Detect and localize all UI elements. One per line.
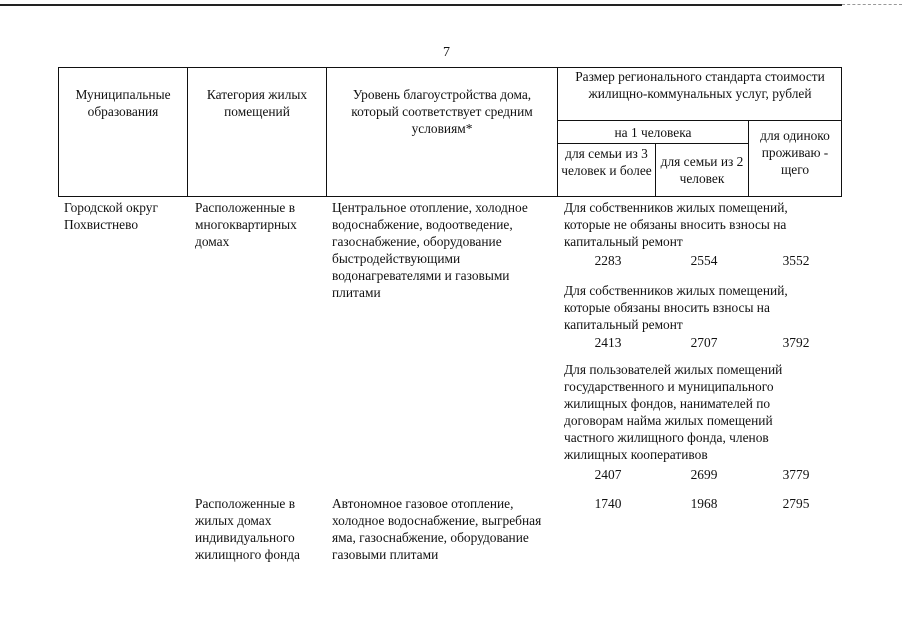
- top-rule-dashed: [842, 4, 902, 5]
- border-v4: [557, 67, 558, 197]
- value-cell: 3792: [782, 335, 810, 350]
- category-cell-2: Расположенные в жилых домах индивидуального жилищного фонда: [195, 496, 300, 562]
- header-rule-1: [557, 120, 841, 121]
- level-cell-2: Автономное газовое отопление, холодное водоснабжение, выгребная яма, газоснабжение, оборудование газовыми плитами: [332, 496, 542, 562]
- header-level: Уровень благоустройства дома, который соответствует средним условиям*: [351, 87, 533, 136]
- border-v1: [58, 67, 59, 197]
- border-v5: [655, 143, 656, 197]
- border-v2: [187, 67, 188, 197]
- value-cell: 2554: [690, 253, 718, 268]
- group-label-2: Для собственников жилых помещений, которые обязаны вносить взносы на капитальный ремонт: [564, 283, 788, 332]
- header-per-person: на 1 человека: [614, 125, 692, 140]
- group-label-1: Для собственников жилых помещений, которые не обязаны вносить взносы на капитальный ремонт: [564, 200, 788, 249]
- header-category: Категория жилых помещений: [206, 87, 308, 119]
- header-rule-2: [557, 143, 748, 144]
- value-cell: 2795: [782, 496, 810, 511]
- header-single: для одиноко проживаю - щего: [760, 128, 830, 177]
- municipality-cell: Городской округ Похвистнево: [64, 200, 158, 232]
- value-cell: 2413: [594, 335, 622, 350]
- page-number: 7: [443, 45, 450, 60]
- header-standard-size: Размер регионального стандарта стоимости жилищно-коммунальных услуг, рублей: [575, 69, 825, 101]
- value-cell: 3552: [782, 253, 810, 268]
- border-v6: [748, 120, 749, 197]
- header-family-2: для семьи из 2 человек: [660, 154, 744, 186]
- border-v3: [326, 67, 327, 197]
- value-cell: 1968: [690, 496, 718, 511]
- border-v7: [841, 67, 842, 197]
- header-family-3: для семьи из 3 человек и более: [561, 146, 652, 178]
- value-cell: 2283: [594, 253, 622, 268]
- value-cell: 2707: [690, 335, 718, 350]
- category-cell-1: Расположенные в многоквартирных домах: [195, 200, 297, 249]
- value-cell: 3779: [782, 467, 810, 482]
- value-cell: 2699: [690, 467, 718, 482]
- group-label-3: Для пользователей жилых помещений государственного и муниципального жилищных фондов, нанимателей по договорам найма жилых помещений частного жилищного фонда, членов жилищных кооперативов: [564, 362, 783, 462]
- top-rule: [0, 4, 842, 6]
- header-bottom-border: [58, 196, 841, 197]
- header-municipality: Муниципальные образования: [75, 87, 171, 119]
- value-cell: 1740: [594, 496, 622, 511]
- level-cell-1: Центральное отопление, холодное водоснабжение, водоотведение, газоснабжение, оборудование быстродействующими водонагревателями и газовыми плитами: [332, 200, 528, 300]
- value-cell: 2407: [594, 467, 622, 482]
